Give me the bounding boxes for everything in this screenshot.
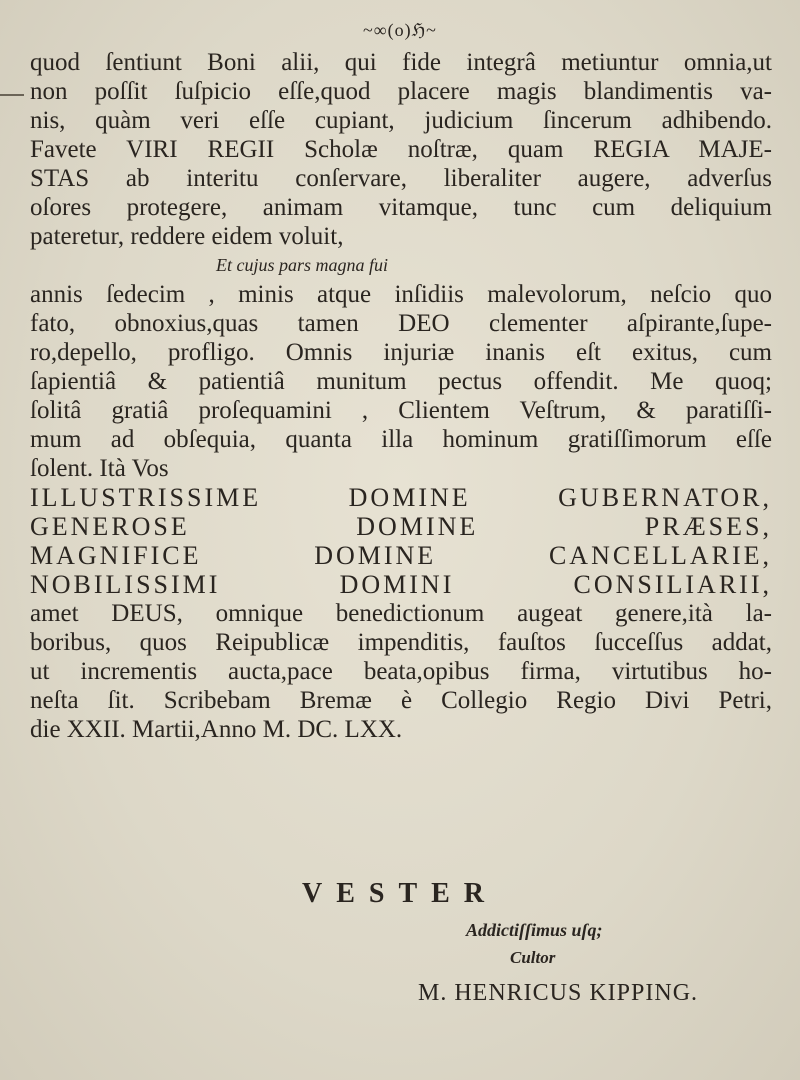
address-title: ILLUSTRISSIME DOMINE GUBERNATOR,	[30, 483, 772, 512]
text-line: amet DEUS, omnique benedictionum augeat genere,ità la-	[30, 600, 772, 627]
text-line: ro,depello, profligo. Omnis injuriæ inanis eſt exitus, cum	[30, 339, 772, 366]
text-line: pateretur, reddere eidem voluit,	[30, 223, 344, 250]
text-line: neſta ſit. Scribebam Bremæ è Collegio Regio Divi Petri,	[30, 687, 772, 714]
margin-mark	[0, 94, 24, 96]
text-line: STAS ab interitu conſervare, liberaliter augere, adverſus	[30, 165, 772, 192]
address-title: GENEROSE DOMINE PRÆSES,	[30, 512, 772, 541]
text-line: boribus, quos Reipublicæ impenditis, fauſtos ſucceſſus addat,	[30, 629, 772, 656]
text-line: ſolent. Ità Vos	[30, 455, 169, 482]
text-line: ut incrementis aucta,pace beata,opibus firma, virtutibus ho-	[30, 658, 772, 685]
text-line: nis, quàm veri eſſe cupiant, judicium ſincerum adhibendo.	[30, 107, 772, 134]
closing-addictissimus: Addictiſſimus uſq;	[466, 920, 603, 940]
text-line: Favete VIRI REGII Scholæ noſtræ, quam REGIA MAJE-	[30, 136, 772, 163]
body-text	[30, 48, 772, 744]
date-line: die XXII. Martii,Anno M. DC. LXX.	[30, 716, 403, 743]
text-line: fato, obnoxius,quas tamen DEO clementer aſpirante,ſupe-	[30, 310, 772, 337]
address-title: MAGNIFICE DOMINE CANCELLARIE,	[30, 541, 772, 570]
italic-insert: Et cujus pars magna fui	[216, 255, 389, 275]
text-line: ſolitâ gratiâ proſequamini , Clientem Veſtrum, & paratiſſi-	[30, 397, 772, 424]
author-signature: M. HENRICUS KIPPING.	[418, 980, 699, 1006]
text-line: ſapientiâ & patientiâ munitum pectus offendit. Me quoq;	[30, 368, 772, 395]
text-line: non poſſit ſuſpicio eſſe,quod placere magis blandimentis va-	[30, 78, 772, 105]
closing-cultor: Cultor	[510, 948, 556, 967]
address-title: NOBILISSIMI DOMINI CONSILIARII,	[30, 570, 772, 599]
closing-vester: VESTER	[301, 878, 499, 909]
text-line: annis ſedecim , minis atque inſidiis malevolorum, neſcio quo	[30, 281, 772, 308]
header-ornament: ~∞(o)ℌ~	[363, 20, 437, 40]
text-line: quod ſentiunt Boni alii, qui fide integrâ metiuntur omnia,ut	[30, 49, 772, 76]
text-line: mum ad obſequia, quanta illa hominum gratiſſimorum eſſe	[30, 426, 772, 453]
text-line: oſores protegere, animam vitamque, tunc cum deliquium	[30, 194, 772, 221]
